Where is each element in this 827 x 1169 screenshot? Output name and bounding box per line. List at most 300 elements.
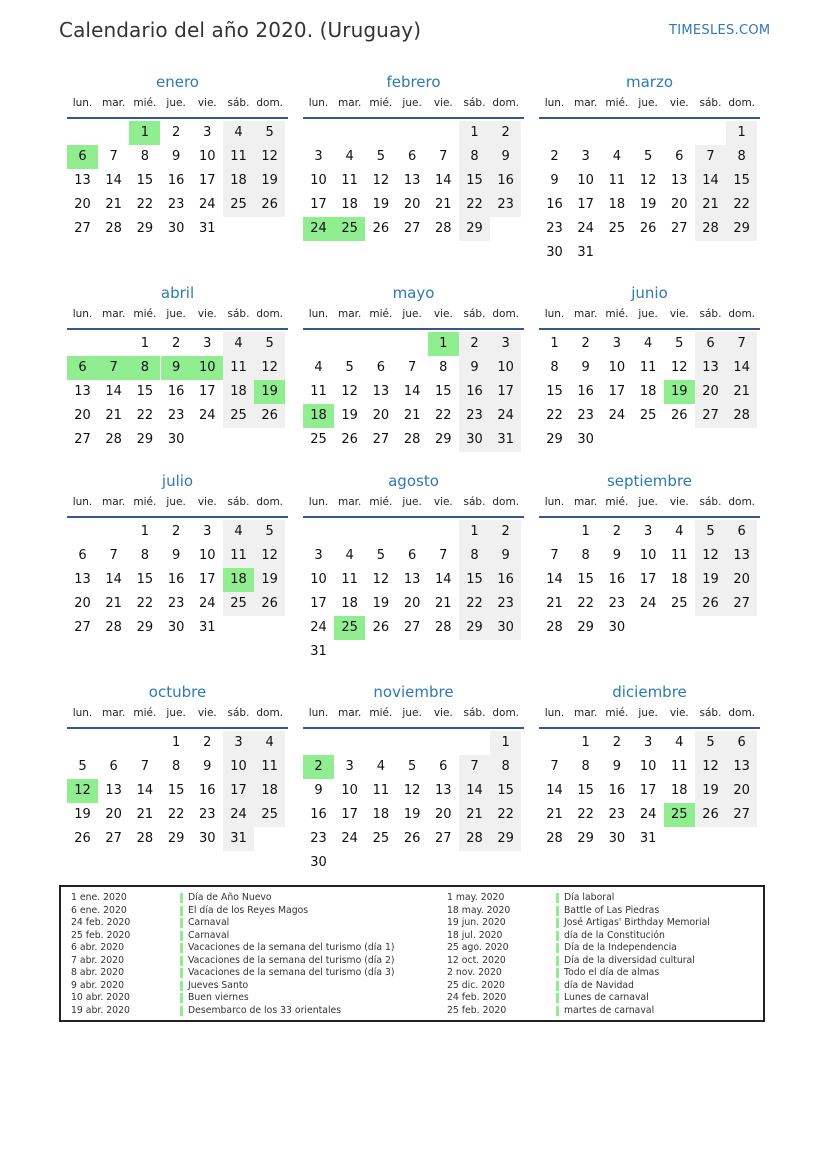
day-cell: 30 bbox=[459, 428, 490, 452]
day-cell: 22 bbox=[577, 595, 594, 611]
legend-date: 24 feb. 2020 bbox=[71, 917, 131, 928]
holiday-day-cell: 25 bbox=[664, 803, 695, 827]
day-cell: 17 bbox=[608, 383, 626, 399]
legend-color-bar bbox=[180, 956, 183, 966]
weekday-header bbox=[67, 707, 288, 721]
holiday-day-cell: 10 bbox=[192, 356, 223, 380]
weekday-label: jue. bbox=[166, 496, 186, 508]
weekday-label: vie. bbox=[669, 308, 689, 320]
day-cell: 12 bbox=[695, 544, 726, 568]
day-cell: 7 bbox=[407, 359, 417, 375]
weekday-label: lun. bbox=[544, 496, 565, 508]
day-cell: 15 bbox=[546, 383, 563, 399]
day-cell: 29 bbox=[490, 827, 521, 851]
month-title: julio bbox=[161, 472, 194, 490]
day-cell: 13 bbox=[435, 782, 452, 798]
legend-color-bar bbox=[180, 893, 183, 903]
legend-row bbox=[71, 955, 411, 968]
legend-row bbox=[71, 967, 411, 980]
day-cell: 21 bbox=[546, 595, 563, 611]
day-cell: 25 bbox=[608, 220, 626, 236]
legend-color-bar bbox=[556, 906, 559, 916]
day-cell: 29 bbox=[136, 431, 154, 447]
legend-color-bar bbox=[180, 993, 183, 1003]
day-cell: 30 bbox=[167, 220, 185, 236]
day-cell: 29 bbox=[136, 220, 154, 236]
legend-holiday-name: José Artigas' Birthday Memorial bbox=[564, 917, 710, 928]
holiday-day-cell: 19 bbox=[664, 380, 695, 404]
weekday-label: sáb. bbox=[227, 308, 250, 320]
day-cell: 19 bbox=[695, 779, 726, 803]
day-cell: 28 bbox=[105, 431, 122, 447]
day-cell: 21 bbox=[459, 803, 490, 827]
day-cell: 14 bbox=[403, 383, 421, 399]
legend-date: 19 jun. 2020 bbox=[447, 917, 506, 928]
legend-date: 2 nov. 2020 bbox=[447, 967, 502, 978]
day-cell: 3 bbox=[643, 524, 653, 539]
day-cell: 8 bbox=[140, 148, 150, 164]
day-cell: 14 bbox=[726, 356, 757, 380]
day-cell: 21 bbox=[105, 196, 122, 212]
day-cell: 28 bbox=[435, 220, 452, 236]
weekday-label: sáb. bbox=[463, 308, 486, 320]
day-cell: 18 bbox=[341, 595, 358, 611]
day-cell: 8 bbox=[439, 359, 448, 375]
day-cell: 28 bbox=[136, 830, 154, 846]
holiday-day-cell: 19 bbox=[254, 380, 285, 404]
day-cell: 12 bbox=[372, 172, 390, 188]
legend-row bbox=[447, 967, 787, 980]
legend-color-bar bbox=[556, 968, 559, 978]
legend-color-bar bbox=[180, 918, 183, 928]
day-cell: 10 bbox=[639, 547, 657, 563]
weekday-label: jue. bbox=[402, 97, 422, 109]
day-cell: 17 bbox=[639, 571, 657, 587]
legend-color-bar bbox=[556, 918, 559, 928]
weekday-label: vie. bbox=[433, 308, 453, 320]
day-cell: 3 bbox=[314, 148, 323, 164]
day-cell: 20 bbox=[671, 196, 688, 212]
legend-holiday-name: día de la Constitución bbox=[564, 929, 665, 941]
weekday-label: dom. bbox=[492, 97, 520, 109]
day-cell: 5 bbox=[407, 758, 417, 774]
legend-date: 9 abr. 2020 bbox=[71, 979, 125, 991]
weekday-label: mié. bbox=[133, 496, 157, 508]
day-cell: 20 bbox=[74, 196, 91, 212]
legend-color-bar bbox=[556, 893, 559, 903]
legend-date: 19 abr. 2020 bbox=[71, 1004, 130, 1016]
day-cell: 5 bbox=[254, 332, 285, 356]
day-cell: 25 bbox=[223, 193, 254, 217]
day-cell: 25 bbox=[310, 431, 327, 447]
day-cell: 11 bbox=[223, 145, 254, 169]
legend-holiday-name: Vacaciones de la semana del turismo (día 1) bbox=[188, 942, 395, 953]
weekday-label: mié. bbox=[369, 97, 393, 109]
header-rule bbox=[303, 516, 524, 518]
day-cell: 4 bbox=[314, 359, 323, 375]
day-cell: 4 bbox=[345, 547, 354, 563]
header-rule bbox=[67, 727, 288, 729]
day-cell: 1 bbox=[140, 524, 150, 539]
month-title: enero bbox=[156, 73, 199, 91]
header-rule bbox=[303, 727, 524, 729]
day-cell: 29 bbox=[577, 830, 594, 846]
day-cell: 20 bbox=[403, 196, 421, 212]
month-title: junio bbox=[631, 284, 668, 302]
day-cell: 26 bbox=[695, 803, 726, 827]
day-cell: 3 bbox=[314, 547, 323, 563]
weekday-label: dom. bbox=[728, 97, 756, 109]
day-cell: 17 bbox=[199, 571, 216, 587]
day-cell: 17 bbox=[577, 196, 594, 212]
day-cell: 9 bbox=[612, 547, 622, 563]
legend-date: 25 ago. 2020 bbox=[447, 942, 509, 953]
weekday-label: mié. bbox=[605, 496, 629, 508]
weekday-label: lun. bbox=[308, 496, 329, 508]
holiday-day-cell: 25 bbox=[334, 616, 365, 640]
legend-row bbox=[447, 930, 787, 943]
day-cell: 27 bbox=[372, 431, 390, 447]
weekday-label: mié. bbox=[369, 496, 393, 508]
weekday-label: mar. bbox=[102, 308, 126, 320]
day-cell: 22 bbox=[577, 806, 594, 822]
day-cell: 24 bbox=[199, 407, 216, 423]
day-cell: 11 bbox=[608, 172, 626, 188]
day-cell: 10 bbox=[310, 571, 327, 587]
day-cell: 21 bbox=[546, 806, 563, 822]
day-cell: 18 bbox=[254, 779, 285, 803]
legend-row bbox=[447, 992, 787, 1005]
day-cell: 23 bbox=[310, 830, 327, 846]
holiday-legend bbox=[59, 885, 765, 1022]
weekday-label: mar. bbox=[338, 97, 362, 109]
day-cell: 15 bbox=[459, 169, 490, 193]
day-cell: 26 bbox=[254, 404, 285, 428]
day-cell: 31 bbox=[490, 428, 521, 452]
day-cell: 5 bbox=[78, 758, 87, 774]
weekday-label: vie. bbox=[197, 496, 217, 508]
day-cell: 4 bbox=[376, 758, 386, 774]
day-cell: 20 bbox=[726, 779, 757, 803]
legend-holiday-name: Carnaval bbox=[188, 929, 230, 941]
day-cell: 31 bbox=[199, 220, 216, 236]
weekday-label: jue. bbox=[638, 707, 658, 719]
day-cell: 1 bbox=[581, 735, 590, 750]
day-cell: 31 bbox=[199, 619, 216, 635]
legend-holiday-name: El día de los Reyes Magos bbox=[188, 904, 309, 916]
weekday-header bbox=[303, 97, 524, 111]
legend-holiday-name: Lunes de carnaval bbox=[564, 992, 649, 1003]
day-cell: 10 bbox=[310, 172, 327, 188]
legend-color-bar bbox=[556, 993, 559, 1003]
day-cell: 7 bbox=[695, 145, 726, 169]
day-cell: 7 bbox=[140, 758, 150, 774]
day-cell: 16 bbox=[490, 169, 521, 193]
legend-holiday-name: Buen viernes bbox=[188, 992, 249, 1003]
month-title: febrero bbox=[386, 73, 441, 91]
day-cell: 16 bbox=[577, 383, 594, 399]
day-cell: 15 bbox=[577, 571, 594, 587]
month-title: agosto bbox=[388, 472, 439, 490]
day-cell: 9 bbox=[314, 782, 323, 798]
day-cell: 18 bbox=[223, 380, 254, 404]
day-cell: 16 bbox=[490, 568, 521, 592]
legend-row bbox=[447, 980, 787, 993]
day-cell: 2 bbox=[550, 148, 559, 164]
day-cell: 15 bbox=[577, 782, 594, 798]
weekday-label: mié. bbox=[133, 308, 157, 320]
legend-row bbox=[71, 992, 411, 1005]
day-cell: 14 bbox=[105, 383, 122, 399]
day-cell: 25 bbox=[671, 595, 688, 611]
holiday-day-cell: 2 bbox=[303, 755, 334, 779]
day-cell: 21 bbox=[403, 407, 421, 423]
legend-holiday-name: Día de Año Nuevo bbox=[188, 892, 272, 903]
day-cell: 27 bbox=[403, 220, 421, 236]
day-cell: 23 bbox=[546, 220, 563, 236]
day-cell: 30 bbox=[310, 854, 327, 870]
day-cell: 17 bbox=[490, 380, 521, 404]
legend-holiday-name: Vacaciones de la semana del turismo (día 3) bbox=[188, 967, 395, 978]
weekday-label: jue. bbox=[402, 707, 422, 719]
legend-date: 1 ene. 2020 bbox=[71, 892, 127, 903]
day-cell: 9 bbox=[203, 758, 212, 774]
legend-date: 7 abr. 2020 bbox=[71, 954, 125, 966]
day-cell: 28 bbox=[403, 431, 421, 447]
weekday-header bbox=[303, 308, 524, 322]
day-cell: 13 bbox=[403, 571, 421, 587]
day-cell: 15 bbox=[136, 571, 154, 587]
day-cell: 7 bbox=[726, 332, 757, 356]
legend-holiday-name: Vacaciones de la semana del turismo (día 2) bbox=[188, 954, 395, 966]
weekday-label: sáb. bbox=[463, 97, 486, 109]
weekday-label: jue. bbox=[638, 496, 658, 508]
legend-date: 18 may. 2020 bbox=[447, 904, 511, 916]
day-cell: 29 bbox=[136, 619, 154, 635]
weekday-label: dom. bbox=[256, 496, 284, 508]
weekday-label: jue. bbox=[166, 707, 186, 719]
holiday-day-cell: 18 bbox=[303, 404, 334, 428]
brand-logo-text[interactable]: TIMESLES.COM bbox=[669, 23, 771, 38]
day-cell: 12 bbox=[639, 172, 657, 188]
day-cell: 6 bbox=[726, 520, 757, 544]
day-cell: 28 bbox=[459, 827, 490, 851]
legend-date: 8 abr. 2020 bbox=[71, 967, 125, 978]
day-cell: 29 bbox=[459, 217, 490, 241]
day-cell: 13 bbox=[726, 755, 757, 779]
day-cell: 29 bbox=[167, 830, 185, 846]
day-cell: 22 bbox=[136, 595, 154, 611]
day-cell: 8 bbox=[726, 145, 757, 169]
day-cell: 3 bbox=[612, 336, 622, 351]
day-cell: 9 bbox=[550, 172, 559, 188]
day-cell: 10 bbox=[199, 148, 216, 164]
day-cell: 22 bbox=[136, 407, 154, 423]
weekday-label: vie. bbox=[669, 496, 689, 508]
weekday-header bbox=[539, 308, 760, 322]
day-cell: 21 bbox=[105, 407, 122, 423]
weekday-label: mié. bbox=[133, 97, 157, 109]
day-cell: 25 bbox=[639, 407, 657, 423]
weekday-label: vie. bbox=[197, 707, 217, 719]
day-cell: 4 bbox=[345, 148, 354, 164]
day-cell: 9 bbox=[171, 547, 181, 563]
day-cell: 10 bbox=[490, 356, 521, 380]
day-cell: 1 bbox=[550, 336, 559, 351]
holiday-day-cell: 7 bbox=[98, 356, 129, 380]
day-cell: 8 bbox=[490, 755, 521, 779]
weekday-label: sáb. bbox=[463, 707, 486, 719]
legend-holiday-name: Desembarco de los 33 orientales bbox=[188, 1004, 342, 1016]
day-cell: 3 bbox=[643, 735, 653, 750]
weekday-header bbox=[303, 496, 524, 510]
weekday-label: sáb. bbox=[463, 496, 486, 508]
weekday-label: dom. bbox=[492, 308, 520, 320]
day-cell: 25 bbox=[223, 592, 254, 616]
month-title: septiembre bbox=[606, 472, 693, 490]
legend-row bbox=[447, 917, 787, 930]
day-cell: 7 bbox=[459, 755, 490, 779]
legend-row bbox=[71, 905, 411, 918]
day-cell: 1 bbox=[171, 735, 181, 750]
weekday-label: vie. bbox=[433, 97, 453, 109]
day-cell: 5 bbox=[695, 520, 726, 544]
legend-date: 18 jul. 2020 bbox=[447, 929, 503, 941]
weekday-label: jue. bbox=[402, 308, 422, 320]
day-cell: 5 bbox=[376, 148, 386, 164]
day-cell: 3 bbox=[203, 336, 212, 351]
day-cell: 6 bbox=[376, 359, 386, 375]
weekday-label: sáb. bbox=[699, 97, 722, 109]
legend-color-bar bbox=[180, 906, 183, 916]
day-cell: 24 bbox=[639, 806, 657, 822]
day-cell: 17 bbox=[199, 172, 216, 188]
day-cell: 2 bbox=[171, 336, 181, 351]
holiday-day-cell: 6 bbox=[67, 356, 98, 380]
day-cell: 7 bbox=[439, 547, 448, 563]
legend-holiday-name: Todo el día de almas bbox=[564, 967, 660, 978]
header-rule bbox=[539, 328, 760, 330]
day-cell: 2 bbox=[203, 735, 212, 750]
legend-color-bar bbox=[556, 943, 559, 953]
day-cell: 30 bbox=[546, 244, 563, 260]
legend-color-bar bbox=[180, 981, 183, 991]
legend-holiday-name: Carnaval bbox=[188, 917, 230, 928]
day-cell: 19 bbox=[639, 196, 657, 212]
day-cell: 8 bbox=[140, 547, 150, 563]
legend-row bbox=[447, 905, 787, 918]
day-cell: 13 bbox=[695, 356, 726, 380]
weekday-header bbox=[67, 97, 288, 111]
day-cell: 24 bbox=[341, 830, 358, 846]
day-cell: 29 bbox=[577, 619, 594, 635]
day-cell: 19 bbox=[341, 407, 358, 423]
day-cell: 24 bbox=[490, 404, 521, 428]
weekday-label: mar. bbox=[338, 308, 362, 320]
month-title: octubre bbox=[148, 683, 207, 701]
day-cell: 21 bbox=[435, 595, 452, 611]
weekday-label: mar. bbox=[102, 707, 126, 719]
day-cell: 28 bbox=[726, 404, 757, 428]
holiday-day-cell: 12 bbox=[67, 779, 98, 803]
weekday-label: sáb. bbox=[227, 97, 250, 109]
day-cell: 22 bbox=[136, 196, 154, 212]
day-cell: 9 bbox=[459, 356, 490, 380]
weekday-header bbox=[539, 496, 760, 510]
weekday-label: mar. bbox=[102, 97, 126, 109]
weekday-label: jue. bbox=[638, 97, 658, 109]
day-cell: 13 bbox=[403, 172, 421, 188]
day-cell: 12 bbox=[671, 359, 688, 375]
day-cell: 12 bbox=[403, 782, 421, 798]
day-cell: 27 bbox=[671, 220, 688, 236]
weekday-label: jue. bbox=[638, 308, 658, 320]
day-cell: 2 bbox=[171, 125, 181, 140]
legend-row bbox=[71, 980, 411, 993]
day-cell: 21 bbox=[136, 806, 154, 822]
day-cell: 4 bbox=[612, 148, 622, 164]
day-cell: 17 bbox=[223, 779, 254, 803]
weekday-header bbox=[539, 97, 760, 111]
weekday-label: jue. bbox=[166, 97, 186, 109]
day-cell: 8 bbox=[459, 145, 490, 169]
day-cell: 17 bbox=[639, 782, 657, 798]
legend-color-bar bbox=[556, 981, 559, 991]
weekday-header bbox=[67, 496, 288, 510]
legend-date: 25 feb. 2020 bbox=[447, 1004, 507, 1016]
legend-holiday-name: Día laboral bbox=[564, 892, 615, 903]
day-cell: 27 bbox=[74, 220, 91, 236]
day-cell: 13 bbox=[671, 172, 688, 188]
day-cell: 16 bbox=[546, 196, 563, 212]
day-cell: 5 bbox=[643, 148, 653, 164]
day-cell: 18 bbox=[372, 806, 390, 822]
day-cell: 16 bbox=[459, 380, 490, 404]
day-cell: 7 bbox=[109, 547, 118, 563]
day-cell: 9 bbox=[581, 359, 590, 375]
day-cell: 11 bbox=[639, 359, 657, 375]
weekday-label: vie. bbox=[197, 308, 217, 320]
holiday-day-cell: 24 bbox=[303, 217, 334, 241]
legend-date: 24 feb. 2020 bbox=[447, 992, 507, 1003]
day-cell: 7 bbox=[550, 547, 559, 563]
day-cell: 22 bbox=[459, 193, 490, 217]
weekday-label: dom. bbox=[256, 97, 284, 109]
day-cell: 19 bbox=[254, 169, 285, 193]
weekday-label: lun. bbox=[544, 707, 565, 719]
day-cell: 21 bbox=[435, 196, 452, 212]
day-cell: 12 bbox=[695, 755, 726, 779]
day-cell: 15 bbox=[435, 383, 452, 399]
day-cell: 19 bbox=[695, 568, 726, 592]
weekday-label: mar. bbox=[574, 496, 598, 508]
day-cell: 2 bbox=[581, 336, 590, 351]
day-cell: 28 bbox=[695, 217, 726, 241]
day-cell: 20 bbox=[105, 806, 122, 822]
day-cell: 2 bbox=[612, 735, 622, 750]
day-cell: 11 bbox=[341, 172, 358, 188]
day-cell: 31 bbox=[639, 830, 657, 846]
day-cell: 30 bbox=[167, 619, 185, 635]
legend-row bbox=[447, 942, 787, 955]
day-cell: 27 bbox=[74, 619, 91, 635]
day-cell: 31 bbox=[223, 827, 254, 851]
day-cell: 28 bbox=[105, 619, 122, 635]
weekday-label: mar. bbox=[574, 707, 598, 719]
day-cell: 11 bbox=[223, 356, 254, 380]
holiday-day-cell: 1 bbox=[428, 332, 459, 356]
day-cell: 26 bbox=[254, 193, 285, 217]
